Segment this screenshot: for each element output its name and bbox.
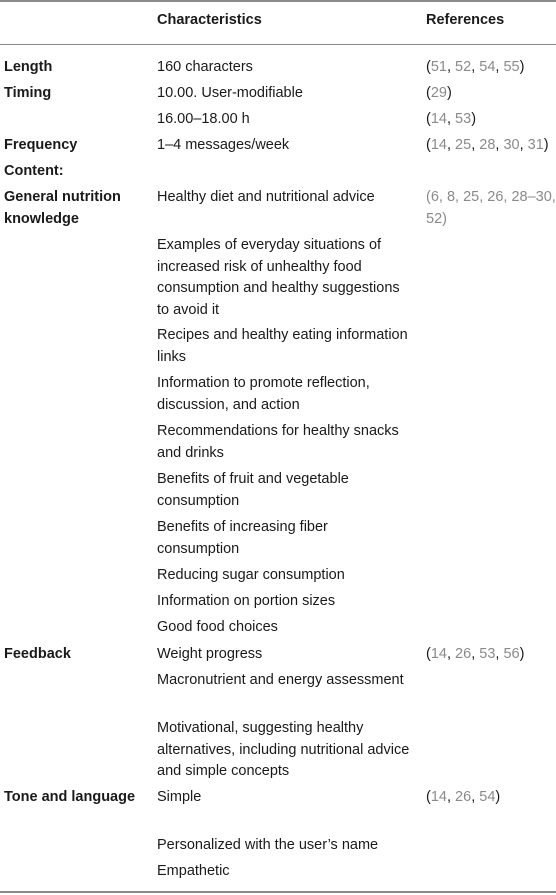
- row-label: Tone and language: [4, 789, 136, 805]
- row-value: Empathetic: [157, 863, 230, 879]
- row-value: Good food choices: [157, 619, 278, 635]
- ref-link[interactable]: 30: [503, 137, 520, 153]
- row-value: Recipes and healthy eating information links: [157, 327, 408, 365]
- ref-link[interactable]: 28: [479, 137, 496, 153]
- ref-link[interactable]: 14: [430, 111, 447, 127]
- row-value: Benefits of increasing fiber consumption: [157, 519, 328, 557]
- row-label: General nutrition knowledge: [4, 189, 121, 227]
- row-value: Recommendations for healthy snacks and drinks: [157, 423, 399, 461]
- row-value: 1–4 messages/week: [157, 137, 290, 153]
- top-rule: [0, 0, 556, 2]
- bottom-rule: [0, 891, 556, 893]
- ref-link[interactable]: 54: [479, 789, 496, 805]
- row-label: Length: [4, 59, 53, 75]
- header-references: References: [426, 12, 505, 28]
- ref-link[interactable]: 53: [479, 646, 496, 662]
- row-value: Weight progress: [157, 646, 263, 662]
- row-value: Examples of everyday situations of increased risk of unhealthy food consumption and healthy suggestions to avoid it: [157, 237, 400, 318]
- row-value: Healthy diet and nutritional advice: [157, 189, 375, 205]
- row-value: Motivational, suggesting healthy alternatives, including nutritional advice and simple concepts: [157, 720, 410, 779]
- row-refs: (14, 26, 53, 56): [426, 646, 525, 662]
- ref-link[interactable]: 55: [503, 59, 520, 75]
- ref-link[interactable]: 52: [455, 59, 472, 75]
- header-characteristics: Characteristics: [157, 12, 262, 28]
- row-refs: (14, 53): [426, 111, 477, 127]
- ref-link[interactable]: 56: [503, 646, 520, 662]
- ref-link[interactable]: 31: [527, 137, 544, 153]
- ref-link[interactable]: 14: [430, 646, 447, 662]
- ref-link[interactable]: 14: [430, 137, 447, 153]
- row-value: Personalized with the user’s name: [157, 837, 379, 853]
- row-value: 16.00–18.00 h: [157, 111, 250, 127]
- ref-link[interactable]: 29: [430, 85, 447, 101]
- header-rule: [0, 44, 556, 45]
- row-value: Information on portion sizes: [157, 593, 336, 609]
- ref-link[interactable]: 54: [479, 59, 496, 75]
- row-refs[interactable]: (6, 8, 25, 26, 28–30, 52): [426, 189, 556, 227]
- ref-link[interactable]: 14: [430, 789, 447, 805]
- row-value: Reducing sugar consumption: [157, 567, 345, 583]
- row-label: Frequency: [4, 137, 78, 153]
- row-refs: (14, 25, 28, 30, 31): [426, 137, 549, 153]
- row-value: 10.00. User-modifiable: [157, 85, 303, 101]
- row-label: Timing: [4, 85, 52, 101]
- ref-link[interactable]: 26: [455, 646, 472, 662]
- row-refs: (51, 52, 54, 55): [426, 59, 525, 75]
- row-value: Information to promote reflection, discussion, and action: [157, 375, 370, 413]
- ref-link[interactable]: 25: [455, 137, 472, 153]
- row-refs: (14, 26, 54): [426, 789, 501, 805]
- ref-link[interactable]: 53: [455, 111, 472, 127]
- row-value: Benefits of fruit and vegetable consumption: [157, 471, 349, 509]
- ref-link[interactable]: 26: [455, 789, 472, 805]
- row-value: 160 characters: [157, 59, 253, 75]
- row-value: Simple: [157, 789, 202, 805]
- row-label: Feedback: [4, 646, 71, 662]
- section-label: Content:: [4, 163, 64, 179]
- row-refs: (29): [426, 85, 452, 101]
- ref-link[interactable]: 51: [430, 59, 447, 75]
- row-value: Macronutrient and energy assessment: [157, 672, 404, 688]
